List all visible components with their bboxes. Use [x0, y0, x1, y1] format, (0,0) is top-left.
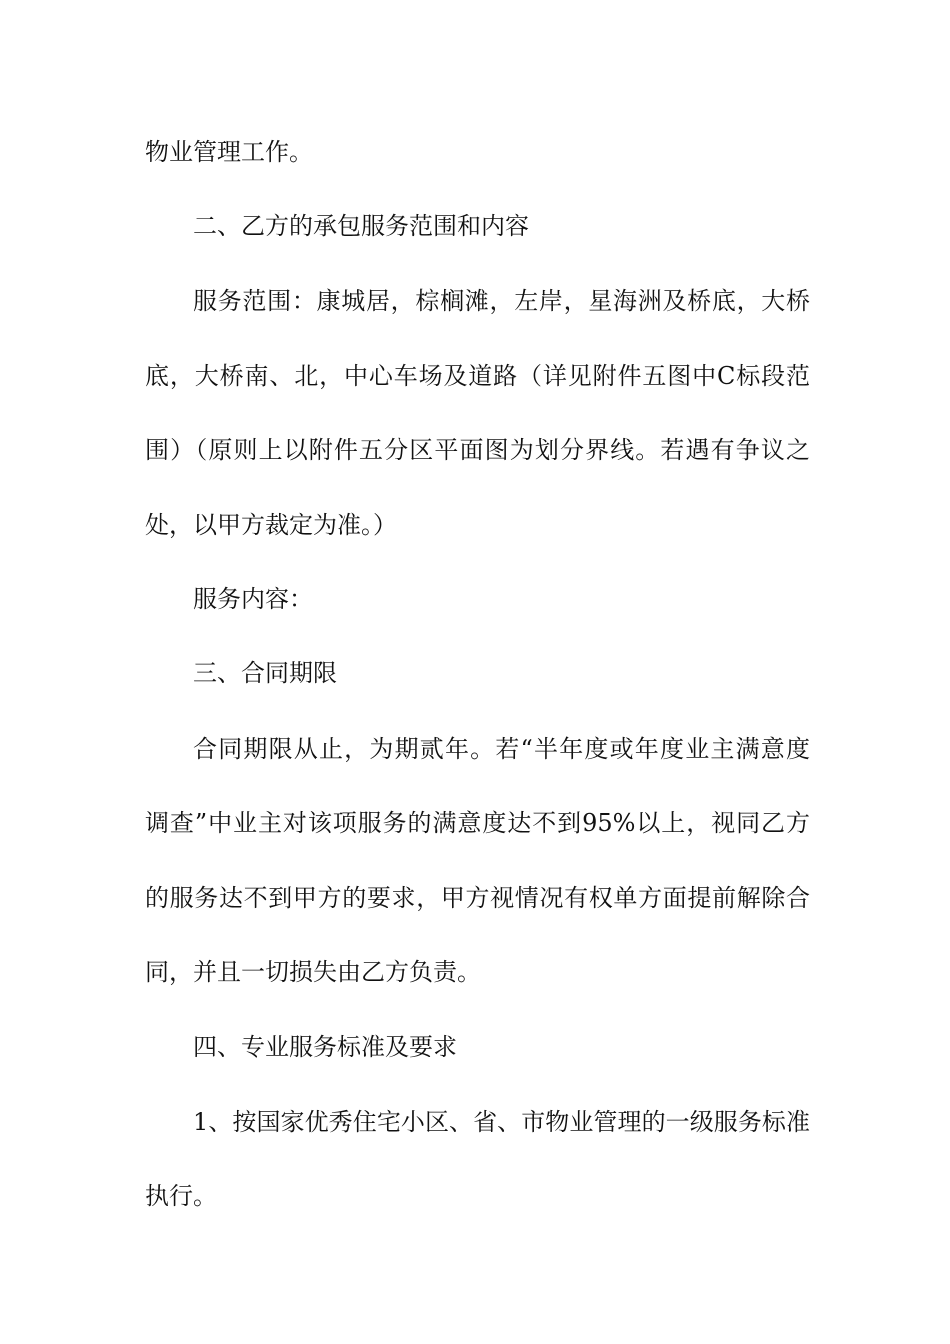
text-line: 处，以甲方裁定为准。） [145, 511, 397, 539]
section-heading-scope: 二、乙方的承包服务范围和内容 [193, 212, 529, 240]
text-line: 物业管理工作。 [145, 138, 313, 166]
text-line: 围）（原则上以附件五分区平面图为划分界线。若遇有争议之 [145, 436, 810, 464]
text-line: 执行。 [145, 1182, 217, 1210]
text-line: 服务内容： [193, 585, 313, 613]
text-line: 调查”中业主对该项服务的满意度达不到95%以上，视同乙方 [145, 809, 810, 837]
section-heading-term: 三、合同期限 [193, 659, 337, 687]
text-line: 1、按国家优秀住宅小区、省、市物业管理的一级服务标准 [193, 1108, 810, 1136]
text-line: 底，大桥南、北，中心车场及道路（详见附件五图中C标段范 [145, 362, 810, 390]
text-line: 合同期限从止，为期贰年。若“半年度或年度业主满意度 [193, 735, 810, 763]
section-heading-standards: 四、专业服务标准及要求 [193, 1033, 457, 1061]
text-line: 的服务达不到甲方的要求，甲方视情况有权单方面提前解除合 [145, 884, 810, 912]
text-line: 同，并且一切损失由乙方负责。 [145, 958, 481, 986]
text-line: 服务范围：康城居，棕榈滩，左岸，星海洲及桥底，大桥 [193, 287, 810, 315]
